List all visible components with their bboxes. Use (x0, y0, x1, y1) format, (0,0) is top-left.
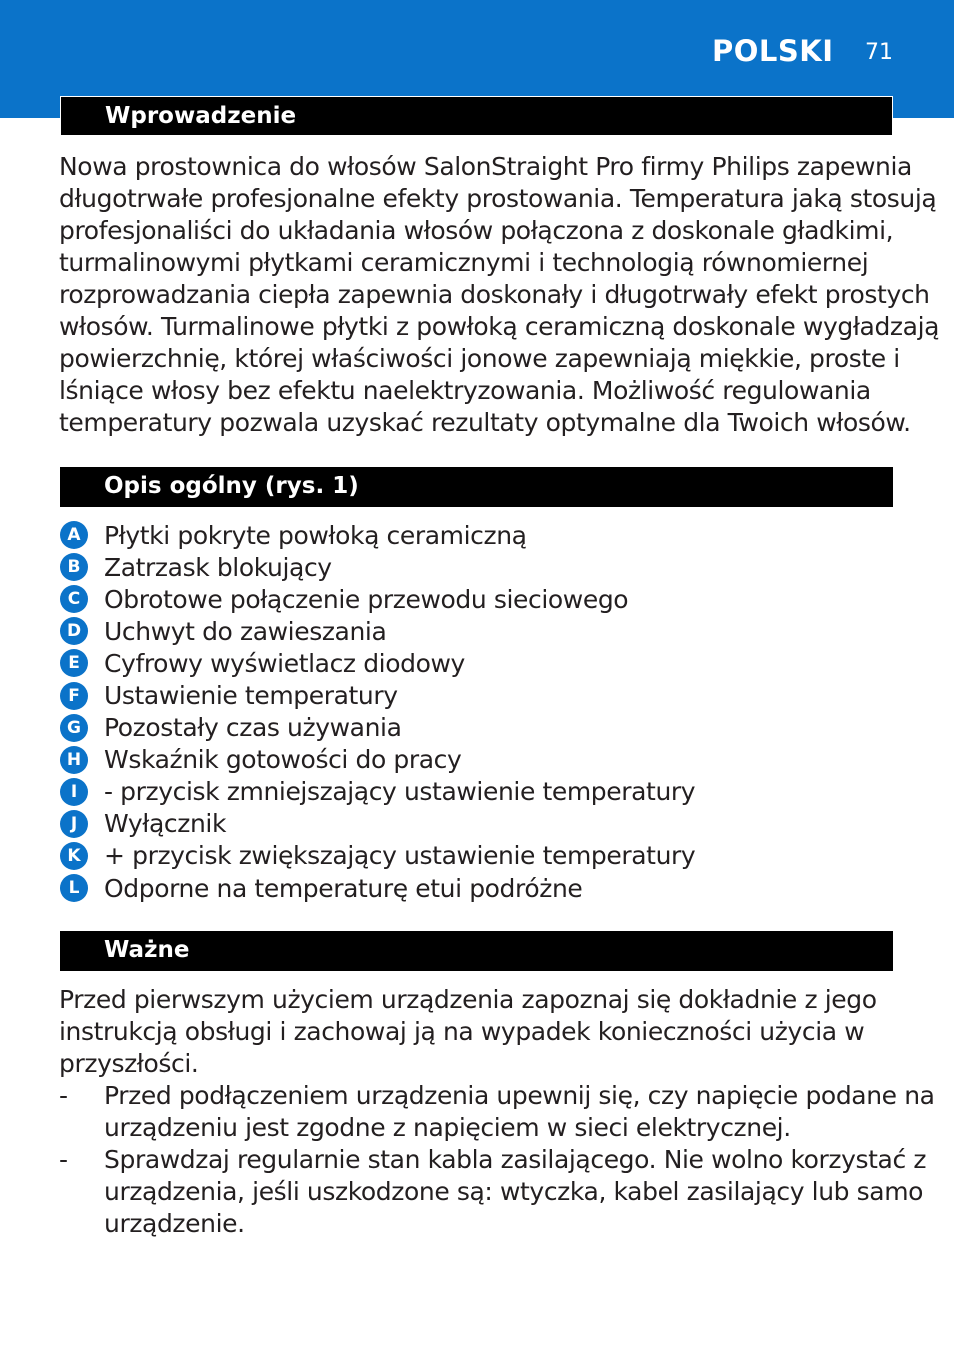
text-line: urządzenie. (104, 1209, 245, 1238)
part-label: Wyłącznik (104, 809, 227, 839)
letter-badge: B (60, 553, 88, 581)
bullet-text (104, 1080, 935, 1144)
list-item (60, 808, 695, 840)
text-line: lśniące włosy bez efektu naelektryzowania. Możliwość regulowania (59, 376, 871, 405)
section-heading-overview (60, 467, 893, 507)
text-line: profesjonaliści do układania włosów połączona z doskonale gładkimi, (59, 216, 894, 245)
dash-marker: - (59, 1081, 69, 1110)
warnings-list (59, 1080, 935, 1240)
text-line: instrukcją obsługi i zachowaj ją na wypadek konieczności użycia w (59, 1017, 865, 1046)
part-label: Płytki pokryte powłoką ceramiczną (104, 520, 527, 550)
letter-badge: K (60, 842, 88, 870)
list-item (60, 712, 695, 744)
list-item (60, 840, 695, 872)
list-item (59, 1080, 935, 1144)
list-item (60, 647, 695, 679)
parts-list (60, 519, 695, 904)
list-item (60, 744, 695, 776)
section-title: Opis ogólny (rys. 1) (104, 473, 359, 499)
dash-marker: - (59, 1145, 69, 1174)
letter-badge: E (60, 649, 88, 677)
letter-badge: L (60, 874, 88, 902)
list-item (59, 1144, 935, 1240)
part-label: Obrotowe połączenie przewodu sieciowego (104, 584, 629, 614)
important-paragraph (59, 984, 899, 1080)
section-heading-important (60, 931, 893, 971)
language-label: POLSKI (712, 34, 834, 68)
text-line: urządzenia, jeśli uszkodzone są: wtyczka, kabel zasilający lub samo (104, 1177, 924, 1206)
letter-badge: A (60, 521, 88, 549)
text-line: rozprowadzania ciepła zapewnia doskonały i długotrwały efekt prostych (59, 280, 930, 309)
text-line: Sprawdzaj regularnie stan kabla zasilającego. Nie wolno korzystać z (104, 1145, 927, 1174)
text-line: urządzeniu jest zgodne z napięciem w sieci elektrycznej. (104, 1113, 791, 1142)
part-label: Uchwyt do zawieszania (104, 616, 387, 646)
list-item (60, 872, 695, 904)
page-number: 71 (865, 40, 893, 65)
text-line: długotrwałe profesjonalne efekty prostowania. Temperatura jaką stosują (59, 184, 937, 213)
list-item (60, 583, 695, 615)
letter-badge: J (60, 810, 88, 838)
part-label: Ustawienie temperatury (104, 681, 398, 711)
list-item (60, 776, 695, 808)
list-item (60, 551, 695, 583)
letter-badge: C (60, 585, 88, 613)
part-label: Odporne na temperaturę etui podróżne (104, 873, 583, 903)
text-line: Przed pierwszym użyciem urządzenia zapoznaj się dokładnie z jego (59, 985, 877, 1014)
section-title: Ważne (104, 937, 190, 963)
list-item (60, 519, 695, 551)
part-label: Cyfrowy wyświetlacz diodowy (104, 648, 465, 678)
list-item (60, 615, 695, 647)
part-label: - przycisk zmniejszający ustawienie temperatury (104, 777, 696, 807)
letter-badge: D (60, 617, 88, 645)
section-title: Wprowadzenie (105, 103, 297, 129)
text-line: Nowa prostownica do włosów SalonStraight Pro firmy Philips zapewnia (59, 152, 912, 181)
text-line: Przed podłączeniem urządzenia upewnij się, czy napięcie podane na (104, 1081, 935, 1110)
text-line: temperatury pozwala uzyskać rezultaty optymalne dla Twoich włosów. (59, 408, 911, 437)
bullet-text (104, 1144, 926, 1240)
text-line: przyszłości. (59, 1049, 199, 1078)
part-label: + przycisk zwiększający ustawienie temperatury (104, 841, 696, 871)
text-line: powierzchnię, której właściwości jonowe zapewniają miękkie, proste i (59, 344, 900, 373)
part-label: Pozostały czas używania (104, 713, 402, 743)
letter-badge: I (60, 778, 88, 806)
section-heading-intro (60, 96, 893, 136)
letter-badge: H (60, 746, 88, 774)
intro-paragraph (59, 151, 940, 439)
part-label: Wskaźnik gotowości do pracy (104, 745, 462, 775)
text-line: włosów. Turmalinowe płytki z powłoką ceramiczną doskonale wygładzają (59, 312, 940, 341)
letter-badge: G (60, 714, 88, 742)
letter-badge: F (60, 682, 88, 710)
list-item (60, 679, 695, 711)
part-label: Zatrzask blokujący (104, 552, 332, 582)
text-line: turmalinowymi płytkami ceramicznymi i technologią równomiernej (59, 248, 869, 277)
